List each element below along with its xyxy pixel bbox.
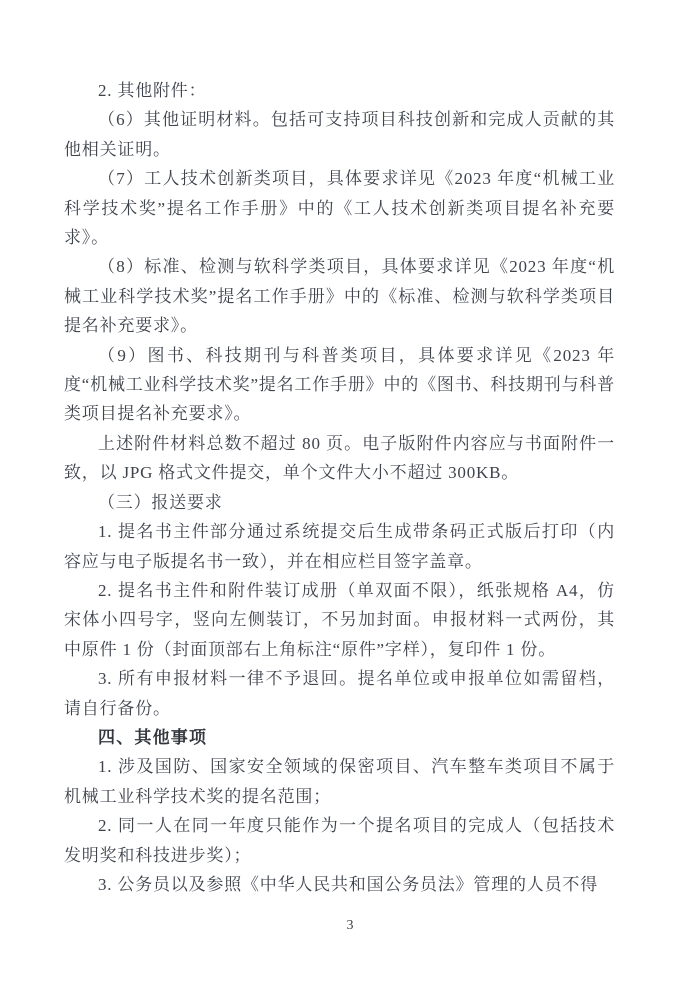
document-body xyxy=(64,76,615,899)
paragraph-other-matters-item-1: 1. 涉及国防、国家安全领域的保密项目、汽车整车类项目不属于机械工业科学技术奖的提名范围； xyxy=(64,757,615,806)
paragraph-other-matters-item-2: 2. 同一人在同一年度只能作为一个提名项目的完成人（包括技术发明奖和科技进步奖）； xyxy=(64,816,615,865)
paragraph-attachment-limits: 上述附件材料总数不超过 80 页。电子版附件内容应与书面附件一致，以 JPG 格式文件提交，单个文件大小不超过 300KB。 xyxy=(64,433,615,483)
paragraph-submission-item-2: 2. 提名书主件和附件装订成册（单双面不限），纸张规格 A4，仿宋体小四号字，竖向左侧装订，不另加封面。申报材料一式两份，其中原件 1 份（封面顶部右上角标注“原件”字样），复印件 1 份。 xyxy=(64,580,615,659)
paragraph-item-7-worker-innovation: （7）工人技术创新类项目，具体要求详见《2023 年度“机械工业科学技术奖”提名工作手册》中的《工人技术创新类项目提名补充要求》。 xyxy=(64,169,615,248)
paragraph-other-attachments-heading: 2. 其他附件： xyxy=(98,81,207,100)
paragraph-submission-requirements-heading: （三）报送要求 xyxy=(98,492,223,512)
paragraph-item-8-standards-projects: （8）标准、检测与软科学类项目，具体要求详见《2023 年度“机械工业科学技术奖”提名工作手册》中的《标准、检测与软科学类项目提名补充要求》。 xyxy=(64,257,615,336)
section-heading-other-matters: 四、其他事项 xyxy=(98,727,208,747)
page-number: 3 xyxy=(346,918,354,933)
paragraph-item-9-books-journals: （9）图书、科技期刊与科普类项目，具体要求详见《2023 年度“机械工业科学技术奖”提名工作手册》中的《图书、科技期刊与科普类项目提名补充要求》。 xyxy=(64,345,615,424)
paragraph-submission-item-1: 1. 提名书主件部分通过系统提交后生成带条码正式版后打印（内容应与电子版提名书一致），并在相应栏目签字盖章。 xyxy=(64,522,615,571)
paragraph-submission-item-3: 3. 所有申报材料一律不予退回。提名单位或申报单位如需留档，请自行备份。 xyxy=(64,669,615,718)
paragraph-other-matters-item-3: 3. 公务员以及参照《中华人民共和国公务员法》管理的人员不得 xyxy=(98,874,598,894)
paragraph-item-6-other-proof: （6）其他证明材料。包括可支持项目科技创新和完成人贡献的其他相关证明。 xyxy=(64,110,615,159)
